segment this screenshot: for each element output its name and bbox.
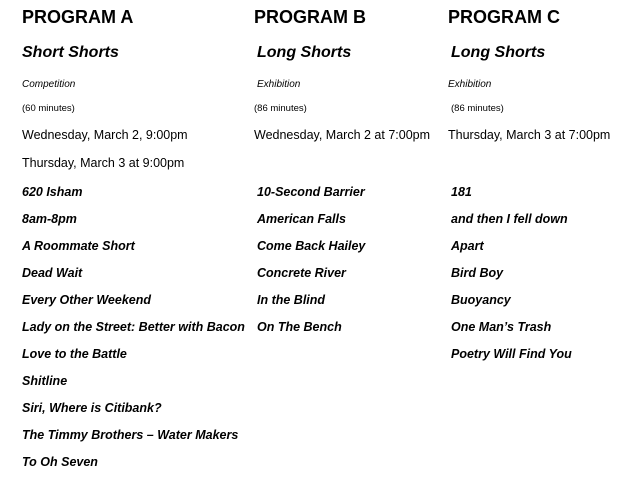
film-list <box>257 182 365 344</box>
program-showtime: Thursday, March 3 at 9:00pm <box>22 156 185 170</box>
film-title: Lady on the Street: Better with Bacon <box>22 320 245 334</box>
film-title: Siri, Where is Citibank? <box>22 401 162 415</box>
film-title: Dead Wait <box>22 266 83 280</box>
film-title: Come Back Hailey <box>257 239 366 253</box>
film-title: Poetry Will Find You <box>451 347 572 361</box>
program-duration: (60 minutes) <box>22 103 75 114</box>
film-title: Shitline <box>22 374 68 388</box>
film-title: The Timmy Brothers – Water Makers <box>22 428 239 442</box>
program-showtime: Thursday, March 3 at 7:00pm <box>448 128 611 142</box>
film-title: 8am-8pm <box>22 212 77 226</box>
film-list <box>451 182 572 371</box>
film-title: Concrete River <box>257 266 346 280</box>
program-heading: PROGRAM A <box>22 7 134 27</box>
film-title: Love to the Battle <box>22 347 127 361</box>
film-title: Apart <box>451 239 484 253</box>
film-title: American Falls <box>257 212 346 226</box>
film-title: In the Blind <box>257 293 326 307</box>
film-title: 181 <box>451 185 472 199</box>
film-list <box>22 182 245 479</box>
film-title: One Man’s Trash <box>451 320 552 334</box>
program-duration: (86 minutes) <box>451 103 504 114</box>
film-title: On The Bench <box>257 320 342 334</box>
program-showtime: Wednesday, March 2, 9:00pm <box>22 128 188 142</box>
program-category: Exhibition <box>448 79 492 90</box>
film-title: and then I fell down <box>451 212 568 226</box>
film-title: To Oh Seven <box>22 455 98 469</box>
program-heading: PROGRAM C <box>448 7 560 27</box>
program-showtime: Wednesday, March 2 at 7:00pm <box>254 128 431 142</box>
film-title: 620 Isham <box>22 185 83 199</box>
film-title: A Roommate Short <box>22 239 135 253</box>
film-title: 10-Second Barrier <box>257 185 365 199</box>
program-heading: PROGRAM B <box>254 7 366 27</box>
film-title: Every Other Weekend <box>22 293 151 307</box>
program-title: Short Shorts <box>22 44 119 61</box>
program-title: Long Shorts <box>257 44 352 61</box>
film-title: Bird Boy <box>451 266 504 280</box>
film-title: Buoyancy <box>451 293 511 307</box>
program-category: Competition <box>22 79 76 90</box>
program-title: Long Shorts <box>451 44 546 61</box>
program-category: Exhibition <box>257 79 301 90</box>
program-duration: (86 minutes) <box>254 103 307 114</box>
